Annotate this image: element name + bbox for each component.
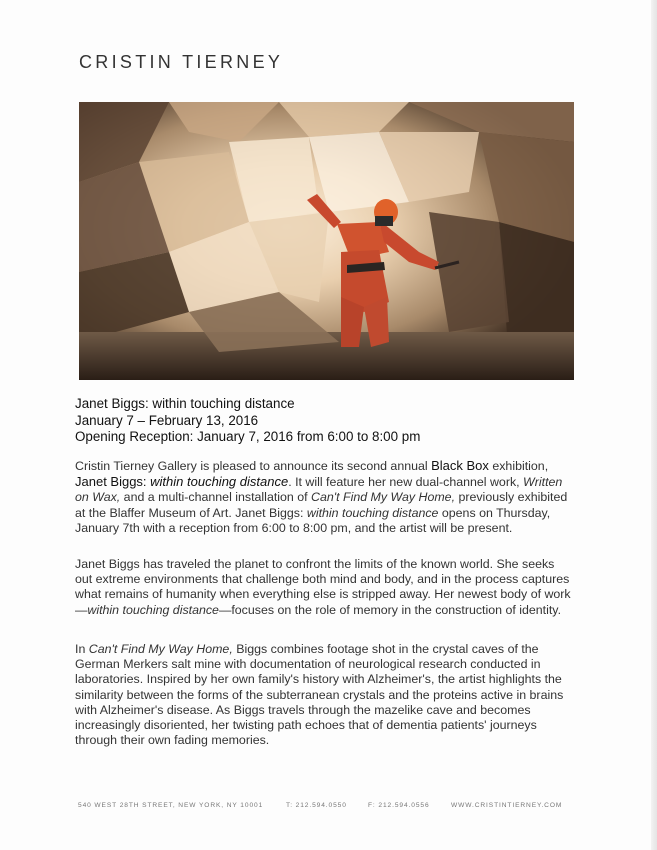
gallery-fax: F: 212.594.0556 — [368, 802, 430, 809]
black-box-label: Black Box — [431, 458, 489, 473]
exhibition-photo — [79, 102, 574, 380]
text-run: exhibition, — [488, 459, 549, 473]
artist-name: Janet Biggs: — [75, 474, 151, 490]
work-title: Can't Find My Way Home, — [311, 490, 456, 505]
gallery-website: WWW.CRISTINTIERNEY.COM — [451, 802, 563, 809]
text-run: Cristin Tierney Gallery is pleased to announce its second annual — [75, 459, 432, 473]
exhibition-name: within touching distance — [87, 602, 219, 617]
gallery-logo: CRISTIN TIERNEY — [79, 52, 284, 72]
gallery-address: 540 WEST 28TH STREET, NEW YORK, NY 10001 — [78, 802, 264, 809]
text-run: previously exhibited at the Blaffer Museum of Art. Janet Biggs: — [75, 490, 568, 520]
gallery-phone: T: 212.594.0550 — [286, 802, 347, 809]
text-run: —focuses on the role of memory in the construction of identity. — [218, 602, 562, 617]
crystal-cave-image — [79, 102, 574, 380]
text-run: Janet Biggs has traveled the planet to confront the limits of the known world. She seeks out extreme environments that challenge both mind and body, and in the process captures what remains of humanity when everything else is stripped away. Her newest body of work— — [75, 557, 571, 617]
exhibition-name: within touching distance — [306, 505, 439, 520]
paragraph-artist — [75, 557, 575, 618]
scan-edge — [651, 0, 657, 850]
text-run: Biggs combines footage shot in the crystal caves of the German Merkers salt mine with documentation of neurological research conducted in laboratories. Inspired by her own family's history with Alzheimer's, the artist highlights the similarity between the forms of the subterranean crystals and the proteins active in brains with Alzheimer's disease. As Biggs travels through the mazelike cave and becomes increasingly disoriented, her twisting path echoes that of dementia patients' journeys through their own fading memories. — [75, 642, 564, 748]
opening-reception: Opening Reception: January 7, 2016 from 6:00 to 8:00 pm — [75, 429, 421, 444]
text-run: opens on Thursday, January 7th with a reception from 6:00 to 8:00 pm, and the artist will be present. — [75, 505, 551, 535]
work-title: Written on Wax, — [75, 475, 563, 505]
work-title: Can't Find My Way Home, — [88, 642, 233, 656]
text-run: In — [75, 642, 89, 656]
exhibition-heading — [75, 396, 420, 446]
exhibition-dates: January 7 – February 13, 2016 — [75, 412, 259, 428]
paragraph-announcement — [75, 458, 575, 536]
exhibition-name: within touching distance — [150, 474, 289, 490]
text-run: . It will feature her new dual-channel work, — [288, 475, 524, 490]
text-run: and a multi-channel installation of — [120, 490, 312, 505]
paragraph-work — [75, 642, 575, 748]
exhibition-title: Janet Biggs: within touching distance — [75, 396, 295, 411]
